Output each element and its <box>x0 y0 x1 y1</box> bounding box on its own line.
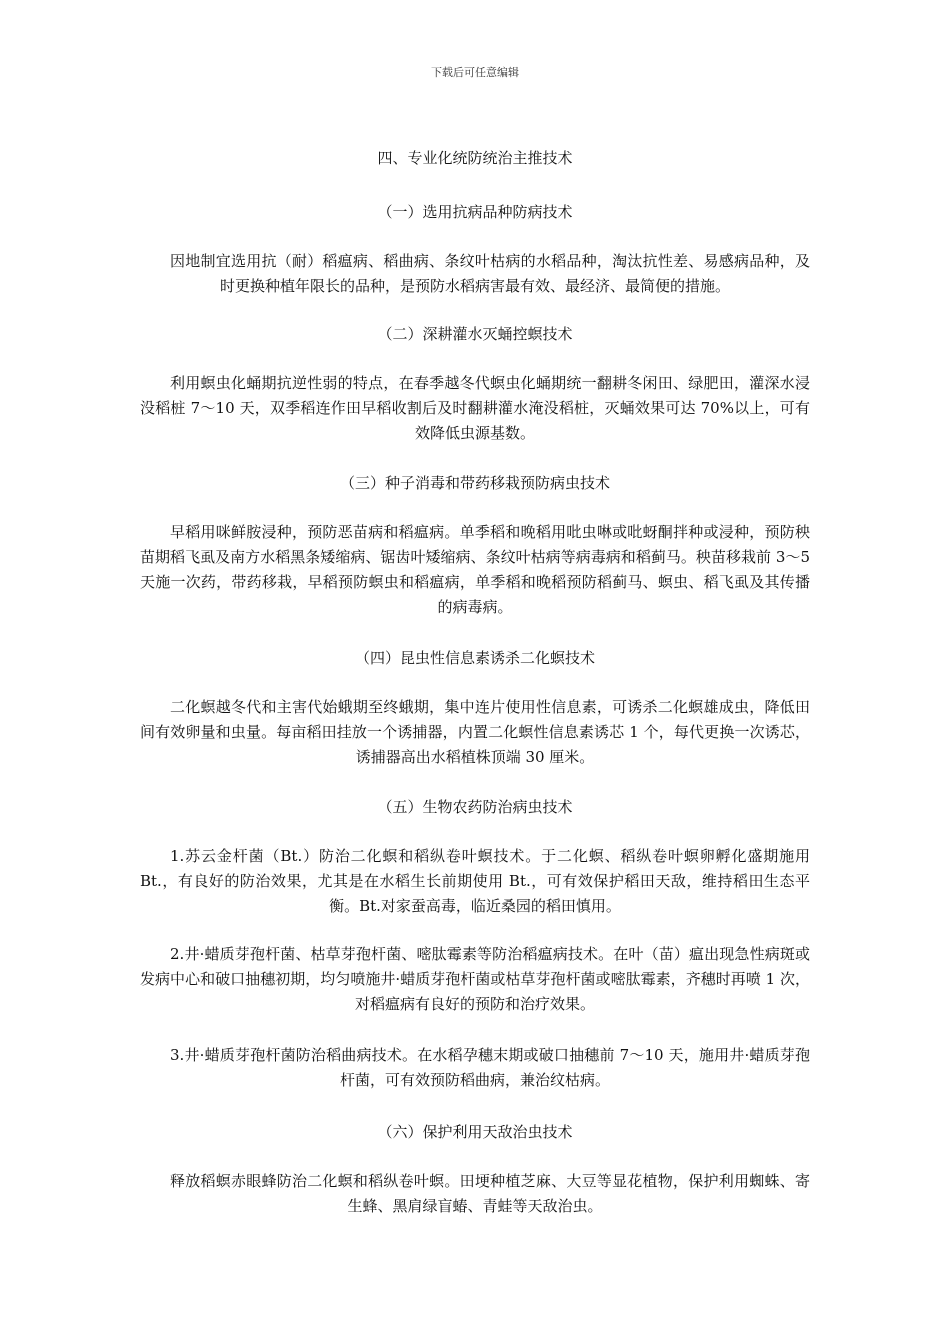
section-3-paragraph: 早稻用咪鲜胺浸种，预防恶苗病和稻瘟病。单季稻和晚稻用吡虫啉或吡蚜酮拌种或浸种，预防秧苗期稻飞虱及南方水稻黑条矮缩病、锯齿叶矮缩病、条纹叶枯病等病毒病和稻蓟马。秧苗移栽前 3～5 天施一次药，带药移栽，早稻预防螟虫和稻瘟病，单季稻和晚稻预防稻蓟马、螟虫、稻飞虱及其传播的病毒病。 <box>140 523 810 616</box>
section-4-paragraph: 二化螟越冬代和主害代始蛾期至终蛾期，集中连片使用性信息素，可诱杀二化螟雄成虫，降低田间有效卵量和虫量。每亩稻田挂放一个诱捕器，内置二化螟性信息素诱芯 1 个，每代更换一次诱芯，诱捕器高出水稻植株顶端 30 厘米。 <box>140 698 810 766</box>
section-heading-3: （三）种子消毒和带药移栽预防病虫技术 <box>339 474 610 492</box>
section-1-paragraph: 因地制宜选用抗（耐）稻瘟病、稻曲病、条纹叶枯病的水稻品种，淘汰抗性差、易感病品种，及时更换种植年限长的品种，是预防水稻病害最有效、最经济、最简便的措施。 <box>170 252 810 295</box>
section-heading-6: （六）保护利用天敌治虫技术 <box>377 1123 573 1141</box>
section-5-paragraph-1: 1.苏云金杆菌（Bt.）防治二化螟和稻纵卷叶螟技术。于二化螟、稻纵卷叶螟卵孵化盛期施用 Bt.，有良好的防治效果，尤其是在水稻生长前期使用 Bt.，可有效保护稻田天敌，维持稻田生态平衡。Bt.对家蚕高毒，临近桑园的稻田慎用。 <box>140 847 810 915</box>
section-5-paragraph-2: 2.井·蜡质芽孢杆菌、枯草芽孢杆菌、嘧肽霉素等防治稻瘟病技术。在叶（苗）瘟出现急性病斑或发病中心和破口抽穗初期，均匀喷施井·蜡质芽孢杆菌或枯草芽孢杆菌或嘧肽霉素，齐穗时再喷 1 次，对稻瘟病有良好的预防和治疗效果。 <box>140 945 810 1013</box>
section-heading-5: （五）生物农药防治病虫技术 <box>377 798 573 816</box>
section-heading-4: （四）昆虫性信息素诱杀二化螟技术 <box>354 649 595 667</box>
section-2-paragraph: 利用螟虫化蛹期抗逆性弱的特点，在春季越冬代螟虫化蛹期统一翻耕冬闲田、绿肥田，灌深水浸没稻桩 7～10 天，双季稻连作田早稻收割后及时翻耕灌水淹没稻桩，灭蛹效果可达 70%以上，可有效降低虫源基数。 <box>140 374 810 442</box>
section-heading-2: （二）深耕灌水灭蛹控螟技术 <box>377 325 573 343</box>
section-5-paragraph-3: 3.井·蜡质芽孢杆菌防治稻曲病技术。在水稻孕穗末期或破口抽穗前 7～10 天，施用井·蜡质芽孢杆菌，可有效预防稻曲病，兼治纹枯病。 <box>170 1046 810 1089</box>
section-heading-1: （一）选用抗病品种防病技术 <box>377 203 573 221</box>
document-title: 四、专业化统防统治主推技术 <box>377 149 573 167</box>
section-6-paragraph: 释放稻螟赤眼蜂防治二化螟和稻纵卷叶螟。田埂种植芝麻、大豆等显花植物，保护利用蜘蛛、寄生蜂、黑肩绿盲蝽、青蛙等天敌治虫。 <box>170 1172 810 1215</box>
page-header-note: 下载后可任意编辑 <box>431 66 519 79</box>
